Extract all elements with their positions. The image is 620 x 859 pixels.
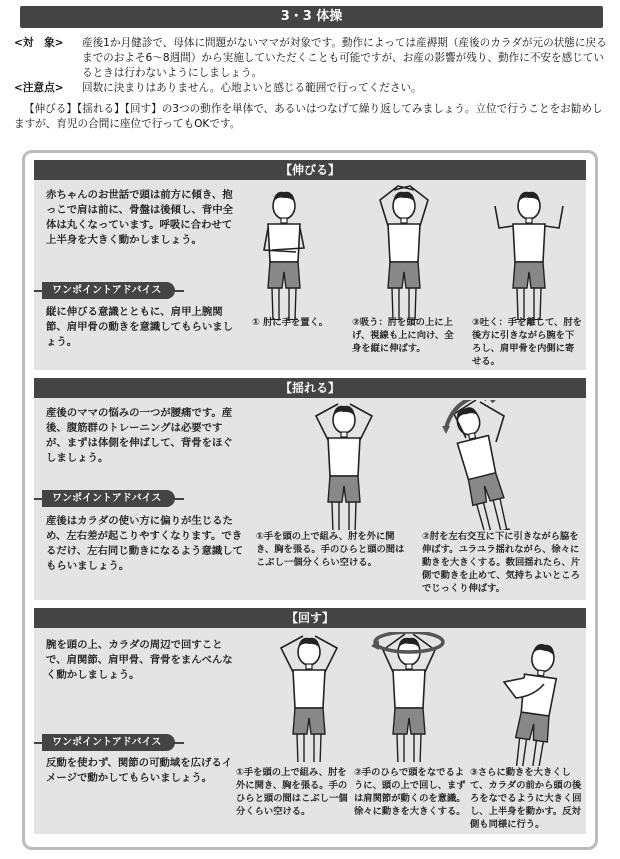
caption-3: ③吐く：手を離して、肘を後方に引きながら腕を下ろし、肩甲骨を内側に寄せる。 <box>472 317 582 367</box>
figure-circle-head <box>354 632 464 762</box>
figure-arms-open <box>489 190 569 320</box>
caution-text: 回数に決まりはありません。心地よいと感じる範囲で行ってください。 <box>82 82 422 94</box>
caption-2: ②吸う：肘を頭の上に上げ、視線も上に向け、全身を縦に伸ばす。 <box>352 317 454 354</box>
intro <box>14 36 608 132</box>
page-title: 3・3 体操 <box>20 6 603 28</box>
figure-large-rotation <box>494 642 574 766</box>
caption-1: ① 肘に手を置く。 <box>252 317 329 328</box>
advice-badge: ワンポイントアドバイス <box>42 734 175 751</box>
caption-3: ③さらに動きを大きくして、カラダの前から頭の後ろをなでるように大きく回し、上半身を動かす。反対側も同様に行う。 <box>470 767 582 830</box>
section-stretch <box>34 160 586 370</box>
caption-1: ①手を頭の上で組み、肘を外に開き、胸を張る。手のひらと頭の間はこぶし一個分くらい空ける。 <box>256 531 405 568</box>
section-body: 赤ちゃんのお世話で頭は前方に傾き、抱っこで肩は前に、骨盤は後傾し、背中全体は丸くなっています。呼吸に合わせて上半身を大きく動かしましょう。 <box>46 189 234 246</box>
advice-badge: ワンポイントアドバイス <box>42 282 175 299</box>
section-title: 【回す】 <box>34 608 586 628</box>
target-label: <対 象> <box>14 37 64 49</box>
advice-text: 反動を使わず、関節の可動域を広げるイメージで動かしてもらいましょう。 <box>46 757 233 784</box>
section-title: 【伸びる】 <box>34 160 586 180</box>
section-body: 産後のママの悩みの一つが腰痛です。産後、腹筋群のトレーニングは必要ですが、まずは体側を伸ばして、背骨をほぐしましょう。 <box>46 407 233 464</box>
advice-badge: ワンポイントアドバイス <box>42 490 175 507</box>
target-text: 産後1か月健診で、母体に問題がないママが対象です。動作によっては産褥期（産後のカラダが元の状態に戻るまでのおよそ6～8週間）から実施していただくことも可能ですが、お産の影響が残り、動作に不安を感じているときは行わないようにしましょう。 <box>82 37 607 79</box>
advice-text: 産後はカラダの使い方に偏りが生じるため、左右差が起こりやすくなります。できるだけ、左右同じ動きになるよう意識してもらいましょう。 <box>46 515 244 572</box>
advice-text: 縦に伸びる意識とともに、肩甲上腕関節、肩甲骨の動きを意識してもらいましょう。 <box>46 306 234 348</box>
figure-hands-on-head <box>269 632 349 762</box>
section-rotate <box>34 608 586 834</box>
figure-side-bend <box>434 400 544 530</box>
section-title: 【揺れる】 <box>34 378 586 398</box>
section-sway <box>34 378 586 600</box>
section-body: 腕を頭の上、カラダの周辺で回すことで、肩関節、肩甲骨、背骨をまんべんなく動かしましょう。 <box>46 639 233 681</box>
intro-paragraph: 【伸びる】【揺れる】【回す】の3つの動作を単体で、あるいはつなげて繰り返してみましょう。立位で行うことをお勧めしますが、育児の合間に座位で行ってもOKです。 <box>14 103 603 130</box>
figure-hands-on-head <box>304 400 384 530</box>
figure-elbow-hold <box>249 190 319 320</box>
caution-label: <注意点> <box>14 82 64 94</box>
caption-2: ②肘を左右交互に下に引きながら脇を伸ばす。ユラユラ揺れながら、徐々に動きを大きくする。数回揺れたら、片側で動きを止めて、気持ちよいところでじっくり伸ばす。 <box>422 531 581 594</box>
figure-arms-up <box>369 182 439 320</box>
caption-1: ①手を頭の上で組み、肘を外に開き、胸を張る。手のひらと頭の間はこぶし一個分くらい空ける。 <box>236 767 348 817</box>
caption-2: ②手のひらで頭をなでるように、頭の上で回し、まずは肩関節が動くのを意識。徐々に動きを大きくする。 <box>354 767 466 817</box>
